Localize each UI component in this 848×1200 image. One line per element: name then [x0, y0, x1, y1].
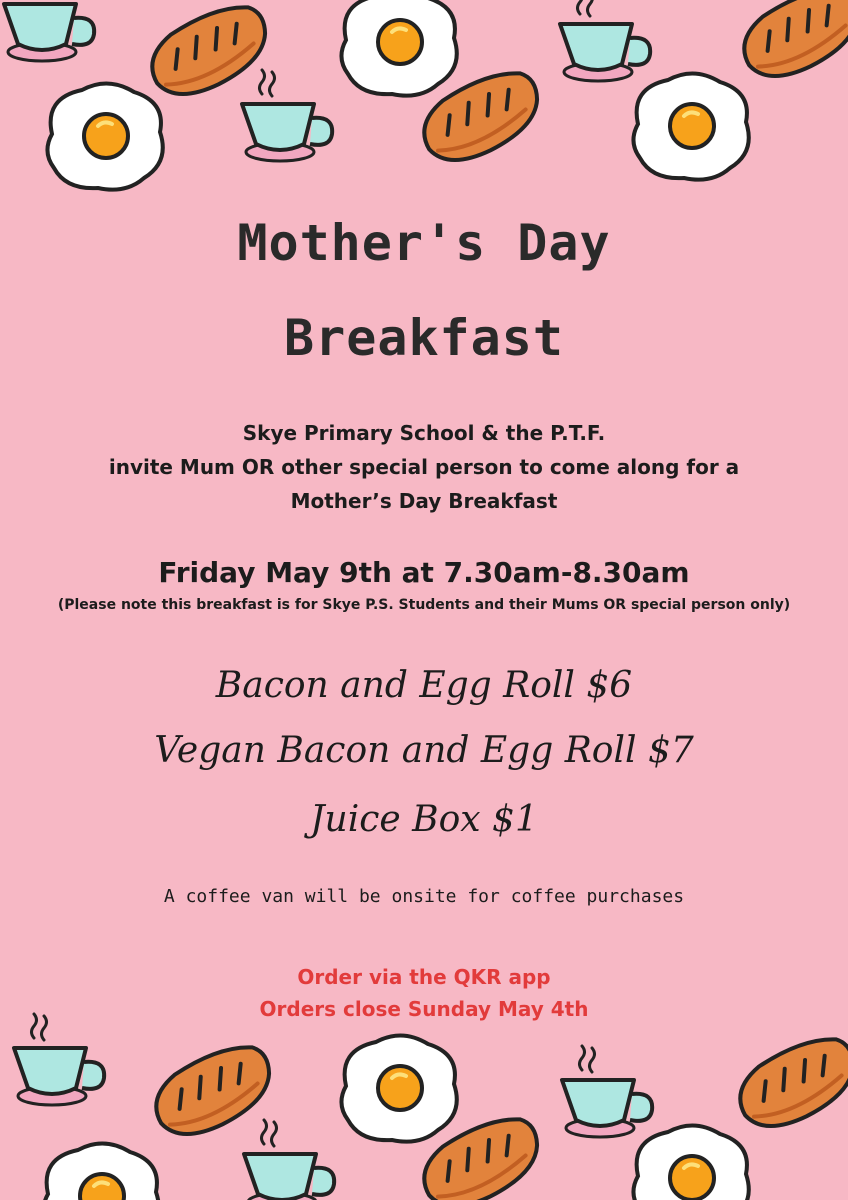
fried-egg-icon — [633, 1125, 748, 1200]
bottom-food-decoration — [0, 1000, 848, 1200]
fried-egg-icon — [341, 0, 456, 96]
event-date: Friday May 9th at 7.30am-8.30am — [158, 556, 690, 589]
fried-egg-icon — [633, 73, 748, 179]
attendance-note: (Please note this breakfast is for Skye P.S. Students and their Mums OR special person only) — [57, 597, 791, 613]
coffee-cup-icon — [244, 1120, 334, 1200]
coffee-van-note: A coffee van will be onsite for coffee purchases — [163, 886, 685, 907]
fried-egg-icon — [47, 83, 162, 189]
page-title-line-2: Breakfast — [284, 309, 564, 367]
bread-roll-icon — [141, 0, 278, 104]
menu-item-vegan-roll: Vegan Bacon and Egg Roll $7 — [154, 730, 694, 771]
bread-roll-icon — [733, 0, 848, 86]
bread-roll-icon — [145, 1039, 282, 1144]
menu-item-bacon-egg-roll: Bacon and Egg Roll $6 — [215, 665, 633, 706]
bread-roll-icon — [729, 1031, 848, 1136]
fried-egg-icon — [43, 1143, 158, 1200]
coffee-cup-icon — [242, 70, 332, 161]
order-instructions: Order via the QKR app — [297, 965, 551, 989]
coffee-cup-icon — [14, 1014, 104, 1105]
invitation-text — [0, 416, 848, 518]
page-title-line-1: Mother's Day — [237, 214, 611, 272]
invitation-line-2: invite Mum OR other special person to come along for a — [108, 455, 740, 479]
menu-item-juice-box: Juice Box $1 — [310, 799, 538, 840]
invitation-line-3: Mother’s Day Breakfast — [290, 489, 558, 513]
coffee-cup-icon — [562, 1046, 652, 1137]
bread-roll-icon — [413, 65, 550, 170]
coffee-cup-icon — [560, 0, 650, 81]
bread-roll-icon — [413, 1111, 550, 1200]
fried-egg-icon — [341, 1035, 456, 1141]
order-deadline: Orders close Sunday May 4th — [259, 997, 589, 1021]
coffee-cup-icon — [4, 0, 94, 61]
top-food-decoration — [0, 0, 848, 200]
invitation-line-1: Skye Primary School & the P.T.F. — [242, 421, 606, 445]
